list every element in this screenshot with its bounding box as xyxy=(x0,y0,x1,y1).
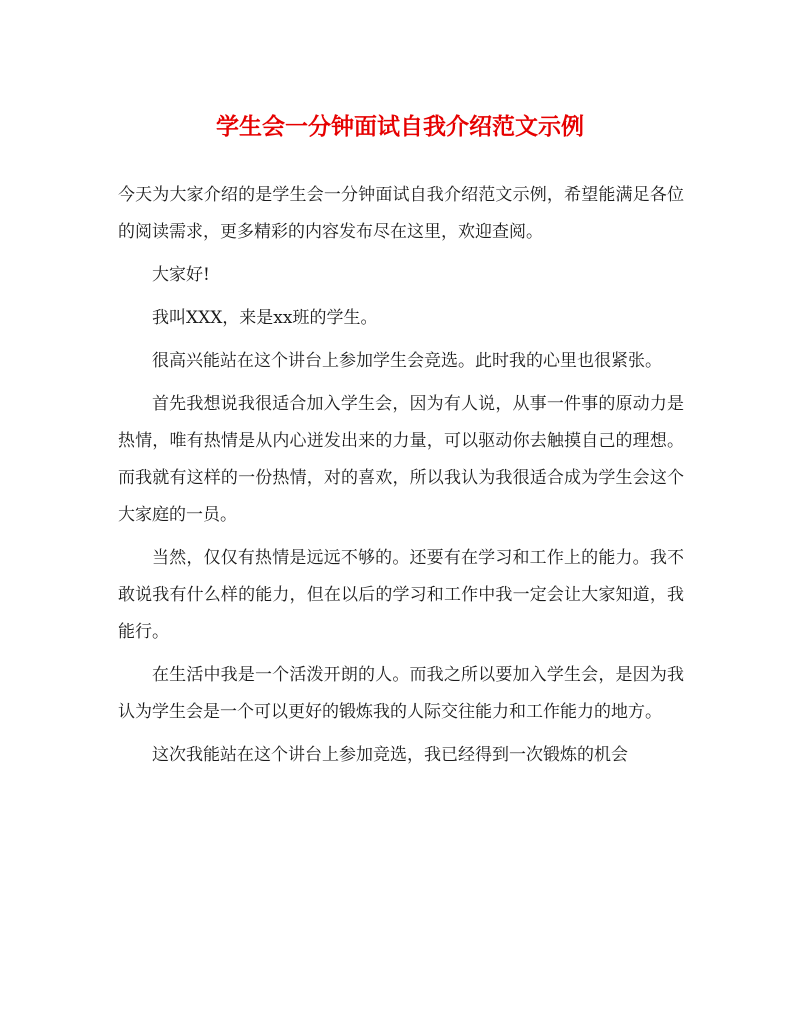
paragraph-ability: 当然，仅仅有热情是远远不够的。还要有在学习和工作上的能力。我不敢说我有什么样的能力，但在以后的学习和工作中我一定会让大家知道，我能行。 xyxy=(118,548,684,642)
paragraph-opportunity: 这次我能站在这个讲台上参加竞选，我已经得到一次锻炼的机会 xyxy=(152,745,628,765)
document-body xyxy=(118,177,684,780)
intro-paragraph: 今天为大家介绍的是学生会一分钟面试自我介绍范文示例，希望能满足各位的阅读需求，更多精彩的内容发布尽在这里，欢迎查阅。 xyxy=(118,185,684,242)
paragraph-greeting: 大家好! xyxy=(152,265,210,285)
paragraph-name: 我叫XXX，来是xx班的学生。 xyxy=(152,308,378,328)
paragraph-passion: 首先我想说我很适合加入学生会，因为有人说，从事一件事的原动力是热情，唯有热情是从内心迸发出来的力量，可以驱动你去触摸自己的理想。而我就有这样的一份热情，对的喜欢，所以我认为我很适合成为学生会这个大家庭的一员。 xyxy=(118,394,684,525)
paragraph-nervous: 很高兴能站在这个讲台上参加学生会竞选。此时我的心里也很紧张。 xyxy=(152,351,662,371)
document-title: 学生会一分钟面试自我介绍范文示例 xyxy=(216,113,584,140)
paragraph-life: 在生活中我是一个活泼开朗的人。而我之所以要加入学生会，是因为我认为学生会是一个可以更好的锻炼我的人际交往能力和工作能力的地方。 xyxy=(118,665,684,722)
